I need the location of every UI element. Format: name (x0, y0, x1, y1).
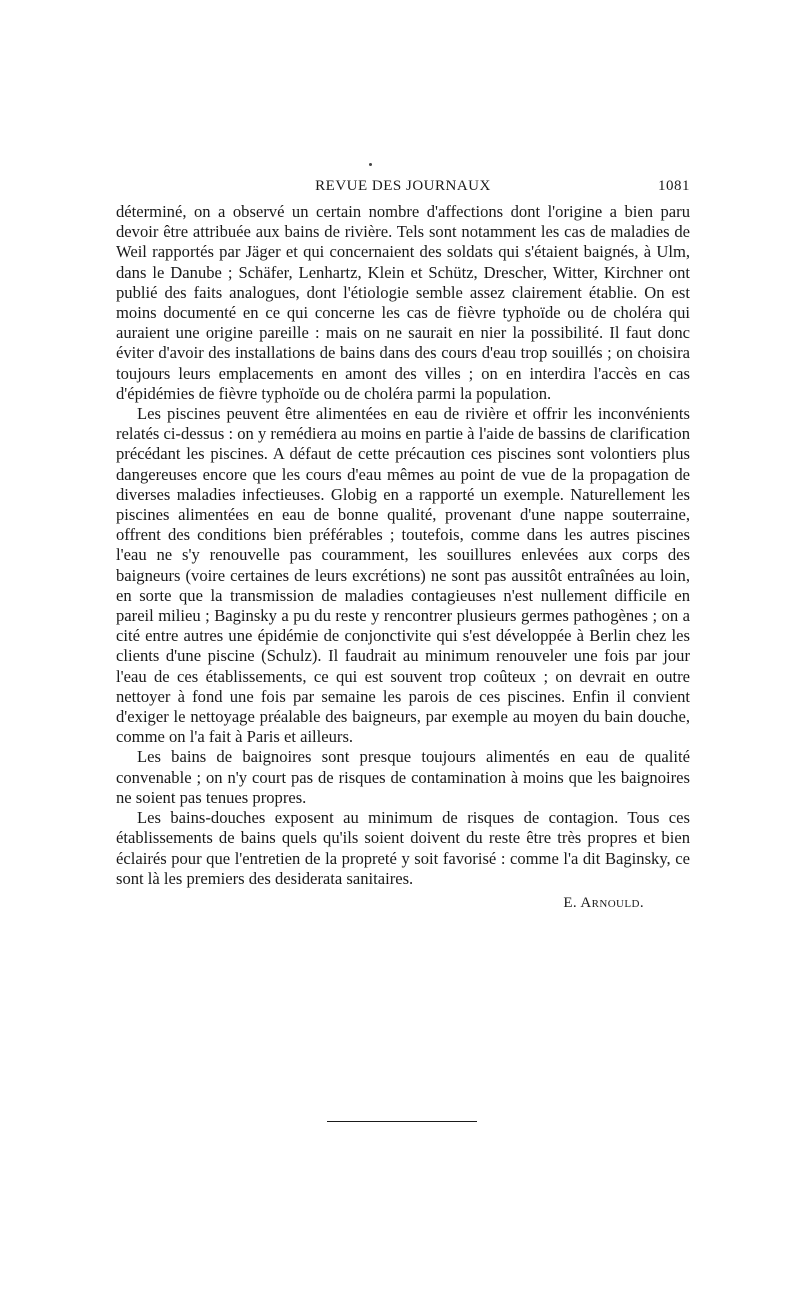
page (116, 172, 690, 912)
paragraph-1: déterminé, on a observé un certain nombre d'affections dont l'origine a bien paru devoir être attribuée aux bains de rivière. Tels sont notamment les cas de maladies de Weil rapportés par Jäger et qui concernaient des soldats qui s'étaient baignés, à Ulm, dans le Danube ; Schäfer, Lenhartz, Klein et Schütz, Drescher, Witter, Kirchner ont publié des faits analogues, dont l'étiologie semble assez clairement établie. On est moins documenté en ce qui concerne les cas de fièvre typhoïde ou de choléra qui auraient une origine pareille : mais on ne saurait en nier la possibilité. Il faut donc éviter d'avoir des installations de bains dans des cours d'eau trop souillés ; on choisira toujours leurs emplacements en amont des villes ; on en interdira l'accès en cas d'épidémies de fièvre typhoïde ou de choléra parmi la population. (116, 202, 690, 403)
running-head (116, 172, 690, 198)
paragraph-4: Les bains-douches exposent au minimum de risques de contagion. Tous ces établissements de bains quels qu'ils soient doivent du reste être très propres et bien éclairés pour que l'entretien de la propreté y soit favorisé : comme l'a dit Baginsky, ce sont là les premiers des desiderata sanitaires. (116, 808, 690, 888)
section-divider (327, 1121, 477, 1122)
print-speck (369, 163, 372, 166)
paragraph-3: Les bains de baignoires sont presque toujours alimentés en eau de qualité convenable ; on n'y court pas de risques de contamination à moins que les baignoires ne soient pas tenues propres. (116, 747, 690, 807)
paragraph-2: Les piscines peuvent être alimentées en eau de rivière et offrir les inconvénients relatés ci-dessus : on y remédiera au moins en partie à l'aide de bassins de clarification précédant les piscines. A défaut de cette précaution ces piscines sont volontiers plus dangereuses encore que les cours d'eau mêmes au point de vue de la propagation de diverses maladies infectieuses. Globig en a rapporté un exemple. Naturellement les piscines alimentées en eau de bonne qualité, provenant d'une nappe souterraine, offrent des conditions bien préférables ; toutefois, comme dans les autres piscines l'eau ne s'y renouvelle pas couramment, les souillures enlevées aux corps des baigneurs (voire certaines de leurs excrétions) ne sont pas aussitôt entraînées au loin, en sorte que la transmission de maladies contagieuses n'est nullement difficile en pareil milieu ; Baginsky a pu du reste y rencontrer plusieurs germes pathogènes ; on a cité entre autres une épidémie de conjonctivite qui s'est développée à Berlin chez les clients d'une piscine (Schulz). Il faudrait au minimum renouveler une fois par jour l'eau de ces établissements, ce qui est souvent trop coûteux ; on devrait en outre nettoyer à fond une fois par semaine les parois de ces piscines. Enfin il convient d'exiger le nettoyage préalable des baigneurs, par exemple au moyen du bain douche, comme on l'a fait à Paris et ailleurs. (116, 404, 690, 747)
author-signature: E. Arnould. (563, 894, 644, 911)
page-number: 1081 (658, 178, 690, 194)
article-body (116, 202, 690, 889)
running-title: REVUE DES JOURNAUX (315, 178, 491, 194)
